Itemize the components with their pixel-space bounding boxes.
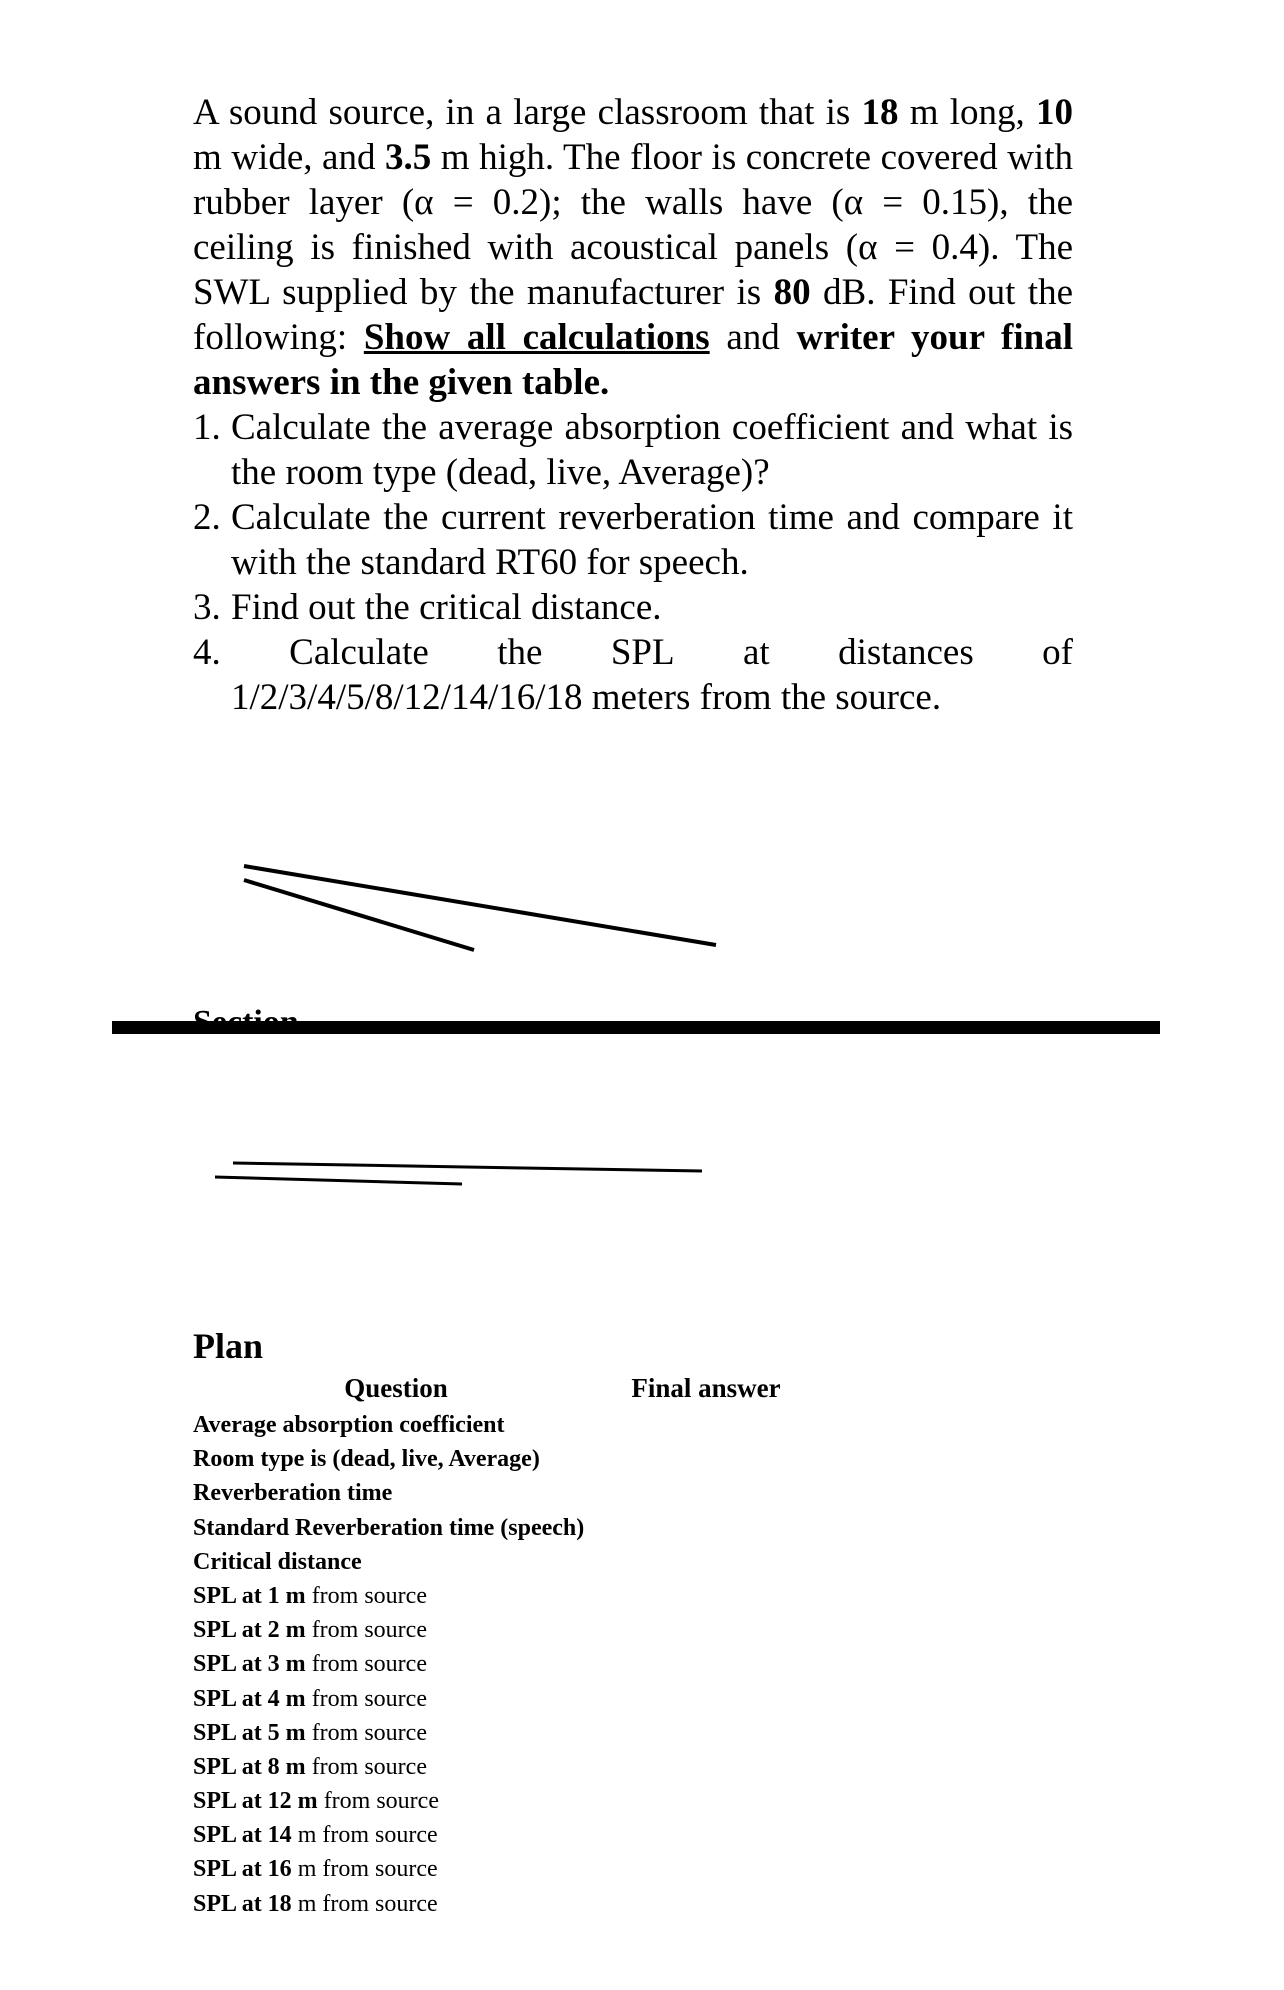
table-row bbox=[193, 1511, 793, 1545]
swl-value: 80 bbox=[773, 272, 811, 313]
row-label-suffix: from source bbox=[305, 1719, 427, 1746]
question-word: at bbox=[743, 632, 770, 673]
question-text: Calculate the current reverberation time and compare it with the standard RT60 for speech. bbox=[231, 497, 1073, 583]
question-number: 4. bbox=[193, 632, 221, 673]
question-word: Calculate bbox=[289, 632, 429, 673]
row-label: SPL at 3 m bbox=[193, 1651, 306, 1678]
intro-text: dB. Find out the following: bbox=[193, 272, 1073, 358]
question-word: the bbox=[497, 632, 543, 673]
table-row bbox=[193, 1476, 793, 1510]
question-text: Calculate the average absorption coefficient and what is the room type (dead, live, Average)? bbox=[231, 407, 1073, 493]
question-word: of bbox=[1042, 632, 1073, 673]
intro-text: A sound source, in a large classroom that is bbox=[193, 92, 862, 133]
table-row bbox=[193, 1716, 793, 1750]
question-column-header: Question bbox=[344, 1372, 448, 1403]
table-row bbox=[193, 1887, 793, 1921]
intro-text: m wide, and bbox=[193, 137, 385, 178]
room-length: 18 bbox=[861, 92, 899, 133]
question-number: 2. bbox=[193, 497, 221, 538]
room-width: 10 bbox=[1036, 92, 1073, 133]
answer-table bbox=[193, 1368, 793, 1921]
row-label-suffix: from source bbox=[305, 1685, 427, 1712]
row-label: SPL at 5 m bbox=[193, 1719, 306, 1746]
plan-sketch-line bbox=[215, 1177, 462, 1184]
row-label: Critical distance bbox=[193, 1548, 362, 1575]
row-label-suffix: m from source bbox=[291, 1822, 438, 1849]
table-row bbox=[193, 1784, 793, 1818]
row-label: SPL at 14 bbox=[193, 1822, 292, 1849]
question-text: 1/2/3/4/5/8/12/14/16/18 meters from the source. bbox=[231, 677, 942, 718]
section-sketch-line bbox=[244, 866, 716, 945]
question-word: distances bbox=[838, 632, 974, 673]
question-number: 1. bbox=[193, 407, 221, 448]
answer-column-header: Final answer bbox=[631, 1372, 781, 1403]
question-number: 3. bbox=[193, 587, 221, 628]
table-row bbox=[193, 1579, 793, 1613]
table-row bbox=[193, 1750, 793, 1784]
row-label: SPL at 2 m bbox=[193, 1617, 306, 1644]
answer-table-header bbox=[193, 1368, 793, 1408]
row-label-suffix: m from source bbox=[291, 1856, 438, 1883]
table-row bbox=[193, 1852, 793, 1886]
table-row bbox=[193, 1682, 793, 1716]
table-row bbox=[193, 1647, 793, 1681]
row-label: Reverberation time bbox=[193, 1480, 393, 1507]
row-label: SPL at 18 bbox=[193, 1890, 292, 1917]
row-label: Average absorption coefficient bbox=[193, 1412, 505, 1438]
table-row bbox=[193, 1545, 793, 1579]
question-text: Find out the critical distance. bbox=[231, 587, 662, 628]
row-label: SPL at 16 bbox=[193, 1856, 292, 1883]
row-label-suffix: m from source bbox=[291, 1890, 438, 1917]
row-label-suffix: from source bbox=[305, 1617, 427, 1644]
plan-sketch-line bbox=[233, 1163, 702, 1171]
question-word: SPL bbox=[610, 632, 675, 673]
table-row bbox=[193, 1613, 793, 1647]
row-label: SPL at 12 m bbox=[193, 1788, 318, 1815]
instruction-emphasis: writer your final answers in the given table. bbox=[193, 317, 1073, 403]
row-label: Room type is (dead, live, Average) bbox=[193, 1446, 540, 1473]
room-height: 3.5 bbox=[385, 137, 432, 178]
show-calculations-emphasis: Show all calculations bbox=[363, 317, 710, 358]
row-label-suffix: from source bbox=[305, 1582, 427, 1609]
row-label-suffix: from source bbox=[305, 1651, 427, 1678]
row-label: SPL at 4 m bbox=[193, 1685, 306, 1712]
row-label: SPL at 8 m bbox=[193, 1753, 306, 1780]
table-row bbox=[193, 1818, 793, 1852]
table-row bbox=[193, 1408, 793, 1442]
row-label: SPL at 1 m bbox=[193, 1582, 306, 1609]
plan-label: Plan bbox=[193, 1326, 264, 1366]
section-label: Section bbox=[193, 1004, 299, 1041]
intro-text: m long, bbox=[898, 92, 1036, 133]
row-label-suffix: from source bbox=[317, 1788, 439, 1815]
section-sketch-line bbox=[244, 880, 474, 950]
table-row bbox=[193, 1442, 793, 1476]
row-label: Standard Reverberation time (speech) bbox=[193, 1514, 585, 1541]
intro-text: and bbox=[709, 317, 797, 358]
intro-text: m high. The floor is concrete covered with rubber layer (α = 0.2); the walls have (α = 0.15), the ceiling is finished with acoustical panels (α = 0.4). The SWL supplied by the manufacturer is bbox=[193, 137, 1073, 313]
row-label-suffix: from source bbox=[305, 1753, 427, 1780]
